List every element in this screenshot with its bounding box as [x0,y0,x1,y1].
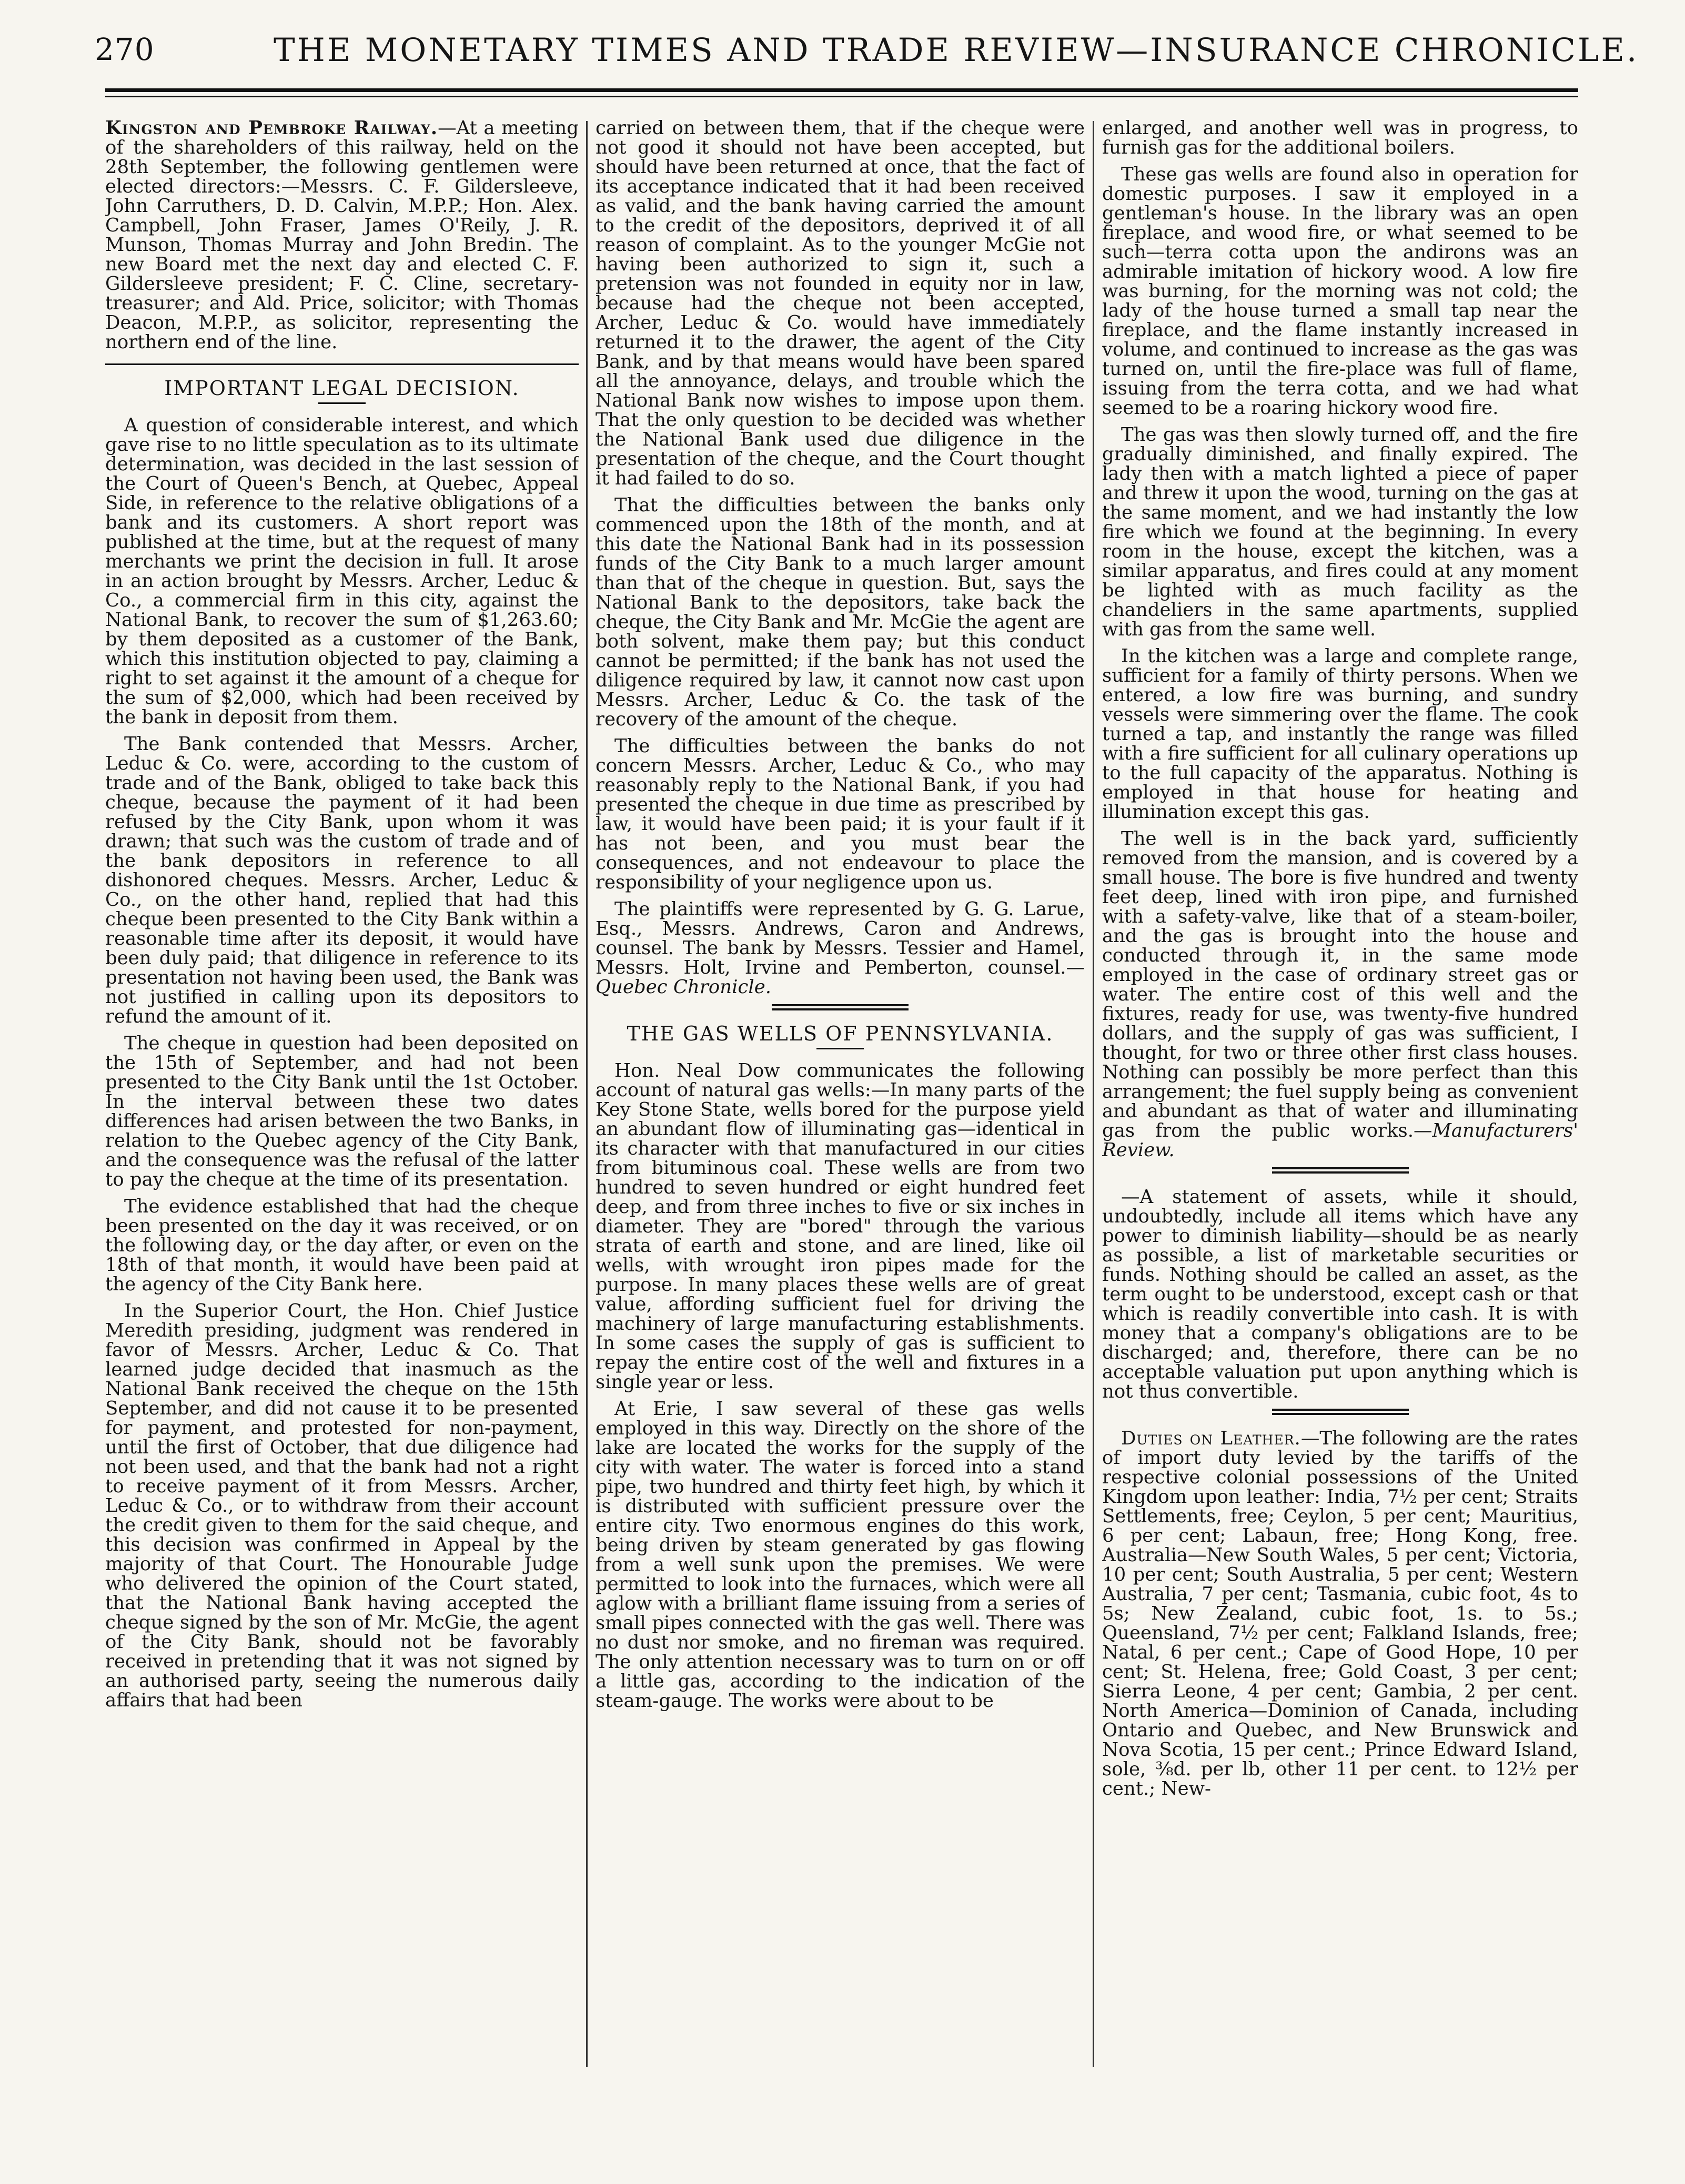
article-paragraph: The difficulties between the banks do not concern Messrs. Archer, Leduc & Co., who may reasonably reply to the National Bank, if you had presented the cheque in due time as prescribed by law, it would have been paid; it is your fault if it has not been, and you must bear the consequences, and not endeavour to place the responsibility of your negligence upon us. [596,735,1085,893]
article-paragraph: enlarged, and another well was in progress, to furnish gas for the additional boilers. [1102,118,1578,158]
railway-lead: Kingston and Pembroke Railway. [105,118,438,139]
heading-dash [816,1048,864,1049]
article-paragraph: At Erie, I saw several of these gas wells employed in this way. Directly on the shore of the lake are located the works for the supply of the city with water. The water is forced into a stand pipe, two hundred and thirty feet high, by which it is distributed with sufficient pressure over the entire city. Two enormous engines do this work, being driven by steam generated by gas flowing from a well sunk upon the premises. We were permitted to look into the furnaces, which were all aglow with a brilliant flame issuing from a series of small pipes connected with the gas well. There was no dust nor smoke, and no fireman was required. The only attention necessary was to turn on or off a little gas, according to the indication of the steam-gauge. The works were about to be [596,1398,1085,1712]
article-paragraph: These gas wells are found also in operation for domestic purposes. I saw it employed in a gentleman's house. In the library was an open fireplace, and wood fire, or what seemed to be such—terra cotta upon the andirons was an admirable imitation of hickory wood. A low fire was burning, for the morning was not cold; the lady of the house turned a small tap near the fireplace, and the flame instantly increased in volume, and continued to increase as the gas was turned on, until the fire-place was full of flame, issuing from the terra cotta, and we had what seemed to be a roaring hickory wood fire. [1102,164,1578,419]
railway-notice [105,118,579,352]
railway-body: —At a meeting of the shareholders of this railway, held on the 28th September, the following gentlemen were elected directors:—Messrs. C. F. Gildersleeve, John Carruthers, D. D. Calvin, M.P.P.; Hon. Alex. Campbell, John Fraser, James O'Reily, J. R. Munson, Thomas Murray and John Bredin. The new Board met the next day and elected C. F. Gildersleeve president; F. C. Cline, secretary-treasurer; and Ald. Price, solicitor; with Thomas Deacon, M.P.P., as solicitor, representing the northern end of the line. [105,118,579,353]
source-credit: Manufacturers' Review. [1102,1120,1578,1161]
header-rule [105,88,1578,92]
assets-paragraph: —A statement of assets, while it should, undoubtedly, include all items which have any power to diminish liability—should be as nearly as possible, a list of marketable securities or funds. Nothing should be called an asset, as the term ought to be understood, except cash or that which is readily convertible into cash. It is with money that a company's obligations are to be discharged; and, therefore, there can be no acceptable valuation put upon anything which is not thus convertible. [1102,1186,1578,1402]
page-number: 270 [95,32,155,67]
article-paragraph: The Bank contended that Messrs. Archer, Leduc & Co. were, according to the custom of trade and of the Bank, obliged to take back this cheque, because the payment of it had been refused by the City Bank, upon whom it was drawn; that such was the custom of trade and of the bank depositors in reference to all dishonored cheques. Messrs. Archer, Leduc & Co., on the other hand, replied that had this cheque been presented to the City Bank within a reasonable time after its deposit, it would have been duly paid; that diligence in reference to its presentation not having been used, the Bank was not justified in calling upon its depositors to refund the amount of it. [105,733,579,1027]
column-2 [596,118,1085,2107]
article-paragraph: The evidence established that had the cheque been presented on the day it was received, or on the following day, or the day after, or even on the 18th of that month, it would have been paid at the agency of the City Bank here. [105,1196,579,1295]
article-paragraph [1102,829,1578,1160]
double-rule [1272,1409,1409,1415]
article-paragraph: carried on between them, that if the cheque were not good it should not have been accepted, but should have been returned at once, that the fact of its acceptance indicated that it had been received as valid, and the bank having carried the amount to the credit of the depositors, deprived it of all reason of complaint. As to the younger McGie not having been authorized to sign it, such a pretension was not founded in equity nor in law, because had the cheque not been accepted, Archer, Leduc & Co. would have immediately returned it to the drawer, the agent of the City Bank, and by that means would have been spared all the annoyance, delays, and trouble which the National Bank now wishes to impose upon them. That the only question to be decided was whether the National Bank used due diligence in the presentation of the cheque, and the Court thought it had failed to do so. [596,118,1085,489]
article-paragraph: The cheque in question had been deposited on the 15th of September, and had not been presented to the City Bank until the 1st October. In the interval between these two dates differences had arisen between the two Banks, in relation to the Quebec agency of the City Bank, and the consequence was the refusal of the latter to pay the cheque at the time of its presentation. [105,1033,579,1190]
header-rule-thin [105,96,1578,97]
double-rule [1272,1167,1409,1174]
journal-title: THE MONETARY TIMES AND TRADE REVIEW—INSURANCE CHRONICLE. [274,32,1639,69]
article-paragraph [596,899,1085,997]
gas-wells-heading: THE GAS WELLS OF PENNSYLVANIA. [627,1022,1054,1045]
counsel-text: The plaintiffs were represented by G. G. Larue, Esq., Messrs. Andrews, Caron and Andrews, counsel. The bank by Messrs. Tessier and Hamel, Messrs. Holt, Irvine and Pemberton, counsel.— [596,898,1085,978]
duties-lead: Duties on Leather. [1121,1428,1301,1449]
column-divider [586,121,588,2067]
page-header [95,32,1639,74]
heading-dash [318,402,366,404]
source-credit: Quebec Chronicle. [596,976,771,998]
article-paragraph: Hon. Neal Dow communicates the following account of natural gas wells:—In many parts of the Key Stone State, wells bored for the purpose yield an abundant flow of illuminating gas—identical in its character with that manufactured in our cities from bituminous coal. These wells are from two hundred to seven hundred or eight hundred feet deep, and from three inches to five or six inches in diameter. They are "bored" through the various strata of earth and stone, and are lined, like oil wells, with wrought iron pipes made for the purpose. In many places these wells are of great value, affording sufficient fuel for driving the machinery of large manufacturing establishments. In some cases the supply of gas is sufficient to repay the entire cost of the well and fixtures in a single year or less. [596,1060,1085,1393]
column-1 [105,118,579,2107]
double-rule [772,1004,909,1010]
gas-text: The well is in the back yard, sufficiently removed from the mansion, and is covered by a small house. The bore is five hundred and twenty feet deep, lined with iron pipe, and furnished with a safety-valve, like that of a steam-boiler, and the gas is brought into the house and conducted through it, in the same mode employed in the case of ordinary street gas or water. The entire cost of this well and the fixtures, ready for use, was twenty-five hundred dollars, and the supply of gas was sufficient, I thought, for two or three other first class houses. Nothing can possibly be more perfect than this arrangement; the fuel supply being as convenient and abundant as that of water and illuminating gas from the public works.— [1102,828,1578,1141]
column-3 [1102,118,1578,2107]
section-rule [105,363,579,365]
legal-decision-heading: IMPORTANT LEGAL DECISION. [164,377,520,400]
column-divider [1093,121,1094,2067]
article-paragraph: The gas was then slowly turned off, and the fire gradually diminished, and finally expired. The lady then with a match lighted a piece of paper and threw it upon the wood, turning on the gas at the same moment, and we had instantly the low fire which we found at the beginning. In every room in the house, except the kitchen, was a similar apparatus, and fires could at any moment be lighted with as much facility as the chandeliers in the same apartments, supplied with gas from the same well. [1102,424,1578,640]
duties-body: —The following are the rates of import duty levied by the tariffs of the respective colonial possessions of the United Kingdom upon leather: India, 7½ per cent; Straits Settlements, free; Ceylon, 5 per cent; Mauritius, 6 per cent; Labaun, free; Hong Kong, free. Australia—New South Wales, 5 per cent; Victoria, 10 per cent; South Australia, 5 per cent; Western Australia, 7 per cent; Tasmania, cubic foot, 4s to 5s; New Zealand, cubic foot, 1s. to 5s.; Queensland, 7½ per cent; Falkland Islands, free; Natal, 6 per cent.; Cape of Good Hope, 10 per cent; St. Helena, free; Gold Coast, 3 per cent; Sierra Leone, 4 per cent; Gambia, 2 per cent. North America—Dominion of Canada, including Ontario and Quebec, and New Brunswick and Nova Scotia, 15 per cent.; Prince Edward Island, sole, ⅜d. per lb, other 11 per cent. to 12½ per cent.; New- [1102,1428,1578,1799]
article-paragraph: That the difficulties between the banks only commenced upon the 18th of the month, and at this date the National Bank had in its possession funds of the City Bank to a much larger amount than that of the cheque in question. But, says the National Bank to the depositors, take back the cheque, the City Bank and Mr. McGie the agent are both solvent, make them pay; but this conduct cannot be permitted; if the bank has not used the diligence required by law, it cannot now cast upon Messrs. Archer, Leduc & Co. the task of the recovery of the amount of the cheque. [596,494,1085,730]
article-paragraph: In the kitchen was a large and complete range, sufficient for a family of thirty persons. When we entered, a low fire was burning, and sundry vessels were simmering over the flame. The cook turned a tap, and instantly the range was filled with a fire sufficient for all culinary operations up to the full capacity of the apparatus. Nothing is employed in that house for heating and illumination except this gas. [1102,645,1578,823]
article-paragraph: In the Superior Court, the Hon. Chief Justice Meredith presiding, judgment was rendered in favor of Messrs. Archer, Leduc & Co. That learned judge decided that inasmuch as the National Bank received the cheque on the 15th September, and did not cause it to be presented for payment, and protested for non-payment, until the first of October, that due diligence had not been used, and that the bank had not a right to receive payment of it from Messrs. Archer, Leduc & Co., or to withdraw from their account the credit given to them for the said cheque, and this decision was confirmed in Appeal by the majority of that Court. The Honourable Judge who delivered the opinion of the Court stated, that the National Bank having accepted the cheque signed by the son of Mr. McGie, the agent of the City Bank, should not be favorably received in pretending that it was not signed by an authorised party, seeing the numerous daily affairs that had been [105,1300,579,1711]
article-paragraph: A question of considerable interest, and which gave rise to no little speculation as to its ultimate determination, was decided in the last session of the Court of Queen's Bench, at Quebec, Appeal Side, in reference to the relative obligations of a bank and its customers. A short report was published at the time, but at the request of many merchants we print the decision in full. It arose in an action brought by Messrs. Archer, Leduc & Co., a commercial firm in this city, against the National Bank, to recover the sum of $1,263.60; by them deposited as a customer of the Bank, which this institution objected to pay, claiming a right to set against it the amount of a cheque for the sum of $2,000, which had been received by the bank in deposit from them. [105,414,579,728]
duties-paragraph [1102,1429,1578,1798]
